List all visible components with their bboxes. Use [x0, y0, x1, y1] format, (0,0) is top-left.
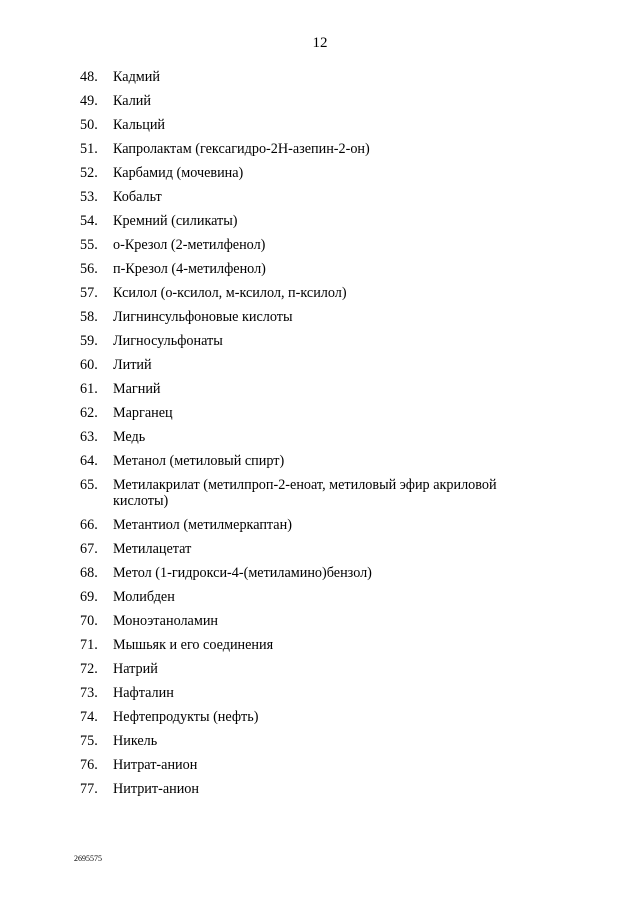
- list-item: [0, 405, 640, 429]
- list-item: [0, 141, 640, 165]
- item-number: 75.: [80, 733, 98, 749]
- item-text: Магний: [113, 381, 161, 397]
- list-item: [0, 381, 640, 405]
- item-number: 68.: [80, 565, 98, 581]
- item-number: 54.: [80, 213, 98, 229]
- item-text: Литий: [113, 357, 152, 373]
- list-item: [0, 757, 640, 781]
- list-item: [0, 165, 640, 189]
- list-item: [0, 333, 640, 357]
- item-text: Молибден: [113, 589, 175, 605]
- item-number: 51.: [80, 141, 98, 157]
- item-number: 58.: [80, 309, 98, 325]
- list-item: [0, 285, 640, 309]
- list-item: [0, 453, 640, 477]
- item-text: Метантиол (метилмеркаптан): [113, 517, 292, 533]
- list-item: [0, 189, 640, 213]
- item-text: Нитрит-анион: [113, 781, 199, 797]
- list-item: [0, 613, 640, 637]
- item-text: п-Крезол (4-метилфенол): [113, 261, 266, 277]
- item-text: Капролактам (гексагидро-2Н-азепин-2-он): [113, 141, 370, 157]
- substance-list: [0, 69, 640, 805]
- item-number: 70.: [80, 613, 98, 629]
- list-item: [0, 565, 640, 589]
- list-item: [0, 661, 640, 685]
- item-number: 48.: [80, 69, 98, 85]
- item-number: 59.: [80, 333, 98, 349]
- list-item: [0, 93, 640, 117]
- item-number: 72.: [80, 661, 98, 677]
- list-item: [0, 213, 640, 237]
- item-text: Лигнинсульфоновые кислоты: [113, 309, 293, 325]
- item-number: 64.: [80, 453, 98, 469]
- item-text: Натрий: [113, 661, 158, 677]
- item-text: Кадмий: [113, 69, 160, 85]
- item-text: Метол (1-гидрокси-4-(метиламино)бензол): [113, 565, 372, 581]
- list-item: [0, 709, 640, 733]
- item-number: 49.: [80, 93, 98, 109]
- list-item: [0, 589, 640, 613]
- item-text: Карбамид (мочевина): [113, 165, 244, 181]
- item-text: Кремний (силикаты): [113, 213, 238, 229]
- list-item: [0, 733, 640, 757]
- list-item: [0, 637, 640, 661]
- item-number: 67.: [80, 541, 98, 557]
- item-number: 77.: [80, 781, 98, 797]
- item-number: 57.: [80, 285, 98, 301]
- item-number: 71.: [80, 637, 98, 653]
- item-number: 73.: [80, 685, 98, 701]
- document-code: 2695575: [74, 854, 102, 863]
- item-number: 56.: [80, 261, 98, 277]
- list-item: [0, 685, 640, 709]
- item-number: 60.: [80, 357, 98, 373]
- list-item: [0, 69, 640, 93]
- item-number: 74.: [80, 709, 98, 725]
- item-text: Мышьяк и его соединения: [113, 637, 274, 653]
- item-text: Медь: [113, 429, 146, 445]
- list-item: [0, 781, 640, 805]
- item-text: Нитрат-анион: [113, 757, 198, 773]
- item-number: 76.: [80, 757, 98, 773]
- item-text: о-Крезол (2-метилфенол): [113, 237, 266, 253]
- item-number: 61.: [80, 381, 98, 397]
- item-text: Метилацетат: [113, 541, 192, 557]
- list-item: [0, 541, 640, 565]
- item-text: Лигносульфонаты: [113, 333, 223, 349]
- item-text: Кобальт: [113, 189, 162, 205]
- item-text: Метанол (метиловый спирт): [113, 453, 285, 469]
- item-text: Калий: [113, 93, 151, 109]
- item-number: 65.: [80, 477, 98, 493]
- list-item: [0, 117, 640, 141]
- item-text: Нефтепродукты (нефть): [113, 709, 259, 725]
- list-item: [0, 261, 640, 285]
- list-item: [0, 309, 640, 333]
- list-item: [0, 477, 640, 517]
- item-number: 50.: [80, 117, 98, 133]
- item-text: Нафталин: [113, 685, 174, 701]
- item-text: Метилакрилат (метилпроп-2-еноат, метиловый эфир акриловой кислоты): [113, 477, 497, 509]
- item-number: 63.: [80, 429, 98, 445]
- item-number: 66.: [80, 517, 98, 533]
- item-number: 53.: [80, 189, 98, 205]
- item-number: 69.: [80, 589, 98, 605]
- item-text: Никель: [113, 733, 158, 749]
- page-number: 12: [312, 35, 328, 51]
- list-item: [0, 237, 640, 261]
- item-number: 62.: [80, 405, 98, 421]
- item-text: Ксилол (о-ксилол, м-ксилол, п-ксилол): [113, 285, 347, 301]
- item-text: Кальций: [113, 117, 166, 133]
- list-item: [0, 429, 640, 453]
- list-item: [0, 357, 640, 381]
- item-number: 55.: [80, 237, 98, 253]
- item-number: 52.: [80, 165, 98, 181]
- item-text: Моноэтаноламин: [113, 613, 219, 629]
- item-text: Марганец: [113, 405, 173, 421]
- list-item: [0, 517, 640, 541]
